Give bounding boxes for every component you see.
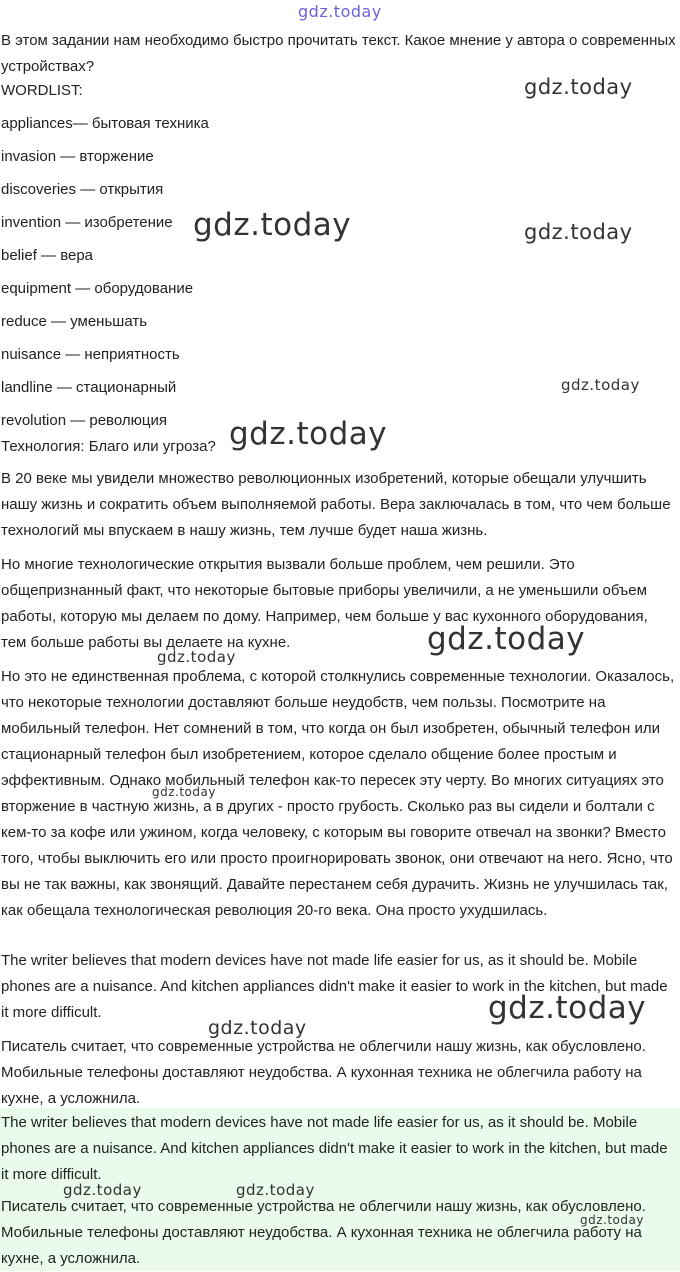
watermark: gdz.today bbox=[580, 1213, 644, 1227]
wordlist-item: discoveries — открытия bbox=[1, 181, 164, 198]
watermark: gdz.today bbox=[152, 785, 216, 799]
watermark: gdz.today bbox=[193, 207, 352, 243]
watermark: gdz.today bbox=[208, 1017, 307, 1039]
task-question: В этом задании нам необходимо быстро прочитать текст. Какое мнение у автора о современных устройствах? bbox=[1, 32, 676, 75]
answer-english: The writer believes that modern devices have not made life easier for us, as it should be. Mobile phones are a nuisance. And kitchen appliances didn't make it easier to work in the kitchen, but made it more difficult. bbox=[1, 1114, 668, 1183]
watermark: gdz.today bbox=[524, 220, 633, 244]
watermark: gdz.today bbox=[63, 1181, 142, 1199]
wordlist-item: reduce — уменьшать bbox=[1, 313, 148, 330]
wordlist-heading: WORDLIST: bbox=[1, 82, 83, 99]
watermark: gdz.today bbox=[236, 1181, 315, 1199]
answer-russian: Писатель считает, что современные устройства не облегчили нашу жизнь, как обусловлено. Мобильные телефоны доставляют неудобства. А кухонная техника не облегчила работу на кухне, а усложнила. bbox=[1, 1198, 646, 1267]
wordlist-item: appliances— бытовая техника bbox=[1, 115, 209, 132]
watermark: gdz.today bbox=[488, 990, 647, 1026]
wordlist-item: belief — вера bbox=[1, 247, 94, 264]
article-title: Технология: Благо или угроза? bbox=[1, 438, 216, 455]
watermark: gdz.today bbox=[298, 2, 382, 21]
watermark: gdz.today bbox=[229, 416, 388, 452]
article-paragraph: Но это не единственная проблема, с которой столкнулись современные технологии. Оказалось, что некоторые технологии доставляют больше неудобств, чем пользы. Посмотрите на мобильный телефон. Нет сомнений в том, что когда он был изобретен, обычный телефон или стационарный телефон был изобретением, которое сделало общение более простым и эффективным. Однако мобильный телефон как-то пересек эту черту. Во многих ситуациях это вторжение в частную жизнь, а в других - просто грубость. Сколько раз вы сидели и болтали с кем-то за кофе или ужином, когда человеку, с которым вы говорите отвечал на звонки? Вместо того, чтобы выключить его или просто проигнорировать звонок, они отвечают на него. Ясно, что вы не так важны, как звонящий. Давайте перестанем себя дурачить. Жизнь не улучшилась так, как обещала технологическая революция 20-го века. Она просто ухудшилась. bbox=[1, 668, 675, 919]
watermark: gdz.today bbox=[561, 376, 640, 394]
wordlist-item: landline — стационарный bbox=[1, 379, 177, 396]
wordlist-item: equipment — оборудование bbox=[1, 280, 194, 297]
solution-russian: Писатель считает, что современные устройства не облегчили нашу жизнь, как обусловлено. Мобильные телефоны доставляют неудобства. А кухонная техника не облегчила работу на кухне, а усложнила. bbox=[1, 1038, 646, 1107]
wordlist-item: revolution — революция bbox=[1, 412, 167, 429]
wordlist-item: invasion — вторжение bbox=[1, 148, 154, 165]
wordlist-item: nuisance — неприятность bbox=[1, 346, 180, 363]
wordlist-item: invention — изобретение bbox=[1, 214, 173, 231]
watermark: gdz.today bbox=[157, 648, 236, 666]
watermark: gdz.today bbox=[524, 75, 633, 99]
article-paragraph: В 20 веке мы увидели множество революционных изобретений, которые обещали улучшить нашу жизнь и сократить объем выполняемой работы. Вера заключалась в том, что чем больше технологий мы впускаем в нашу жизнь, тем лучше будет наша жизнь. bbox=[1, 470, 671, 539]
watermark: gdz.today bbox=[427, 621, 586, 657]
article-paragraph: Но многие технологические открытия вызвали больше проблем, чем решили. Это общепризнанный факт, что некоторые бытовые приборы увеличили, а не уменьшили объем работы, которую мы делаем по дому. Например, чем больше у вас кухонного оборудования, тем больше работы вы делаете на кухне. bbox=[1, 556, 648, 651]
solution-english: The writer believes that modern devices have not made life easier for us, as it should be. Mobile phones are a nuisance. And kitchen appliances didn't make it easier to work in the kitchen, but made it more difficult. bbox=[1, 952, 668, 1021]
